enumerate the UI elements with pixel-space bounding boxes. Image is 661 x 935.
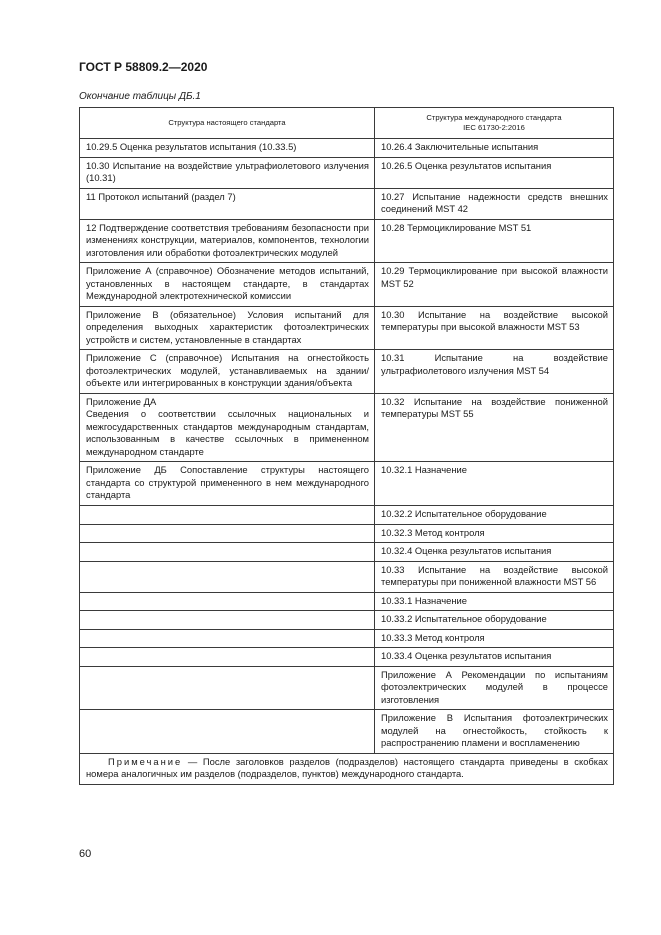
table-row (80, 629, 614, 648)
cell-national-empty (80, 629, 375, 648)
cell-national: Приложение В (обязательное) Условия испытаний для определения выходных характеристик фотоэлектрических устройств и систем, установленные в стандартах (80, 306, 375, 350)
cell-international: 10.33.4 Оценка результатов испытания (375, 648, 614, 667)
cell-national-empty (80, 543, 375, 562)
table-row (80, 648, 614, 667)
cell-national-empty (80, 648, 375, 667)
cell-international: 10.31 Испытание на воздействие ультрафиолетового излучения MST 54 (375, 350, 614, 394)
structure-comparison-table (79, 107, 614, 785)
cell-international: 10.33.3 Метод контроля (375, 629, 614, 648)
note-label: Примечание (108, 755, 183, 767)
cell-national-empty (80, 611, 375, 630)
cell-national: 12 Подтверждение соответствия требованиям безопасности при изменениях конструкции, материалов, компонентов, технологии изготовления или обработки фотоэлектрических модулей (80, 219, 375, 263)
cell-international: 10.33.1 Назначение (375, 592, 614, 611)
note-body: — После заголовков разделов (подразделов) настоящего стандарта приведены в скобках номера аналогичных им разделов (подразделов, пунктов) международного стандарта. (86, 755, 608, 779)
table-row (80, 393, 614, 462)
cell-international: 10.33 Испытание на воздействие высокой температуры при пониженной влажности MST 56 (375, 561, 614, 592)
cell-national: 11 Протокол испытаний (раздел 7) (80, 188, 375, 219)
cell-international: 10.32.4 Оценка результатов испытания (375, 543, 614, 562)
cell-international: 10.32.1 Назначение (375, 462, 614, 506)
cell-international: Приложение В Испытания фотоэлектрических модулей на огнестойкость, стойкость к распространению пламени и воспламенению (375, 710, 614, 754)
cell-international: Приложение А Рекомендации по испытаниям фотоэлектрических модулей в процессе изготовления (375, 666, 614, 710)
cell-national: Приложение С (справочное) Испытания на огнестойкость фотоэлектрических модулей, устанавливаемых на здании/объекте или интегрированных в конструкции здания/объекта (80, 350, 375, 394)
table-row (80, 188, 614, 219)
cell-national: 10.30 Испытание на воздействие ультрафиолетового излучения (10.31) (80, 157, 375, 188)
col-header-international-line2: IEC 61730-2:2016 (463, 123, 525, 132)
cell-international: 10.29 Термоциклирование при высокой влажности MST 52 (375, 263, 614, 307)
cell-national-title: Приложение ДА (86, 395, 157, 407)
cell-international: 10.30 Испытание на воздействие высокой температуры при высокой влажности MST 53 (375, 306, 614, 350)
cell-international: 10.32 Испытание на воздействие пониженной температуры MST 55 (375, 393, 614, 462)
table-row (80, 543, 614, 562)
table-note (80, 753, 614, 784)
cell-national-empty (80, 524, 375, 543)
col-header-international (375, 108, 614, 139)
cell-national-empty (80, 666, 375, 710)
col-header-national: Структура настоящего стандарта (80, 108, 375, 139)
cell-international: 10.32.2 Испытательное оборудование (375, 506, 614, 525)
table-row (80, 462, 614, 506)
cell-national: Приложение ДБ Сопоставление структуры настоящего стандарта со структурой примененного в нем международного стандарта (80, 462, 375, 506)
cell-national-empty (80, 710, 375, 754)
table-row (80, 139, 614, 158)
table-row (80, 710, 614, 754)
table-row (80, 157, 614, 188)
table-row (80, 592, 614, 611)
page-number: 60 (79, 848, 92, 860)
table-row (80, 561, 614, 592)
table-row (80, 306, 614, 350)
table-row (80, 350, 614, 394)
col-header-international-line1: Структура международного стандарта (426, 113, 562, 122)
cell-national-empty (80, 592, 375, 611)
table-row (80, 524, 614, 543)
cell-national: Приложение А (справочное) Обозначение методов испытаний, установленных в настоящем стандарте, в стандартах Международной электротехнической комиссии (80, 263, 375, 307)
table-row (80, 263, 614, 307)
document-id: ГОСТ Р 58809.2—2020 (79, 60, 208, 74)
cell-international: 10.27 Испытание надежности средств внешних соединений MST 42 (375, 188, 614, 219)
cell-national-empty (80, 561, 375, 592)
table-row (80, 666, 614, 710)
cell-international: 10.26.4 Заключительные испытания (375, 139, 614, 158)
table-row (80, 506, 614, 525)
cell-national: 10.29.5 Оценка результатов испытания (10.33.5) (80, 139, 375, 158)
cell-international: 10.33.2 Испытательное оборудование (375, 611, 614, 630)
table-note-row (80, 753, 614, 784)
cell-international: 10.32.3 Метод контроля (375, 524, 614, 543)
table-header-row (80, 108, 614, 139)
table-row (80, 219, 614, 263)
cell-international: 10.28 Термоциклирование MST 51 (375, 219, 614, 263)
cell-national-empty (80, 506, 375, 525)
table-note-text (86, 756, 608, 781)
table-row (80, 611, 614, 630)
cell-national-text: Сведения о соответствии ссылочных национальных и межгосударственных стандартов международным стандартам, использованным в качестве ссылочных в примененном международном стандарте (86, 408, 369, 457)
cell-international: 10.26.5 Оценка результатов испытания (375, 157, 614, 188)
cell-national (80, 393, 375, 462)
table-caption: Окончание таблицы ДБ.1 (79, 91, 201, 102)
